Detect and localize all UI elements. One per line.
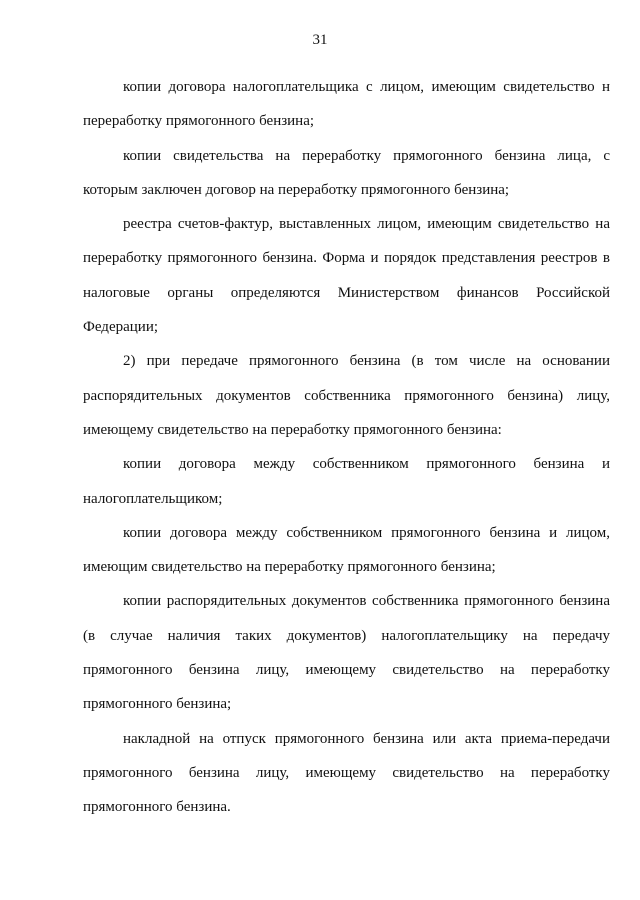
document-body <box>83 70 610 825</box>
paragraph-transfer-clause: 2) при передаче прямогонного бензина (в том числе на основании распорядительных документов собственника прямогонного бензина) лицу, имеющему свидетельство на переработку прямогонного бензина: <box>83 353 610 438</box>
page-number: 31 <box>312 32 328 48</box>
paragraph-waybill: накладной на отпуск прямогонного бензина или акта приема-передачи прямогонного бензина лицу, имеющему свидетельство на переработку прямогонного бензина. <box>83 730 610 816</box>
paragraph-certificate-copy: копии свидетельства на переработку прямогонного бензина лица, с которым заключен договор на переработку прямогонного бензина; <box>83 147 610 198</box>
paragraph-disposal-documents: копии распорядительных документов собственника прямогонного бензина (в случае наличия таких документов) налогоплательщику на передачу прямогонного бензина лицу, имеющему свидетельство на переработку прямогонного бензина; <box>83 593 610 713</box>
paragraph-owner-processor-contract: копии договора между собственником прямогонного бензина и лицом, имеющим свидетельство на переработку прямогонного бензина; <box>83 524 610 576</box>
paragraph-contract-copy: копии договора налогоплательщика с лицом, имеющим свидетельство н переработку прямогонного бензина; <box>83 79 610 130</box>
paragraph-owner-taxpayer-contract: копии договора между собственником прямогонного бензина и налогоплательщиком; <box>83 456 610 507</box>
paragraph-invoice-registry: реестра счетов-фактур, выставленных лицом, имеющим свидетельство на переработку прямогонного бензина. Форма и порядок представления реестров в налоговые органы определяются Министерством финансов Российской Федерации; <box>83 216 610 336</box>
